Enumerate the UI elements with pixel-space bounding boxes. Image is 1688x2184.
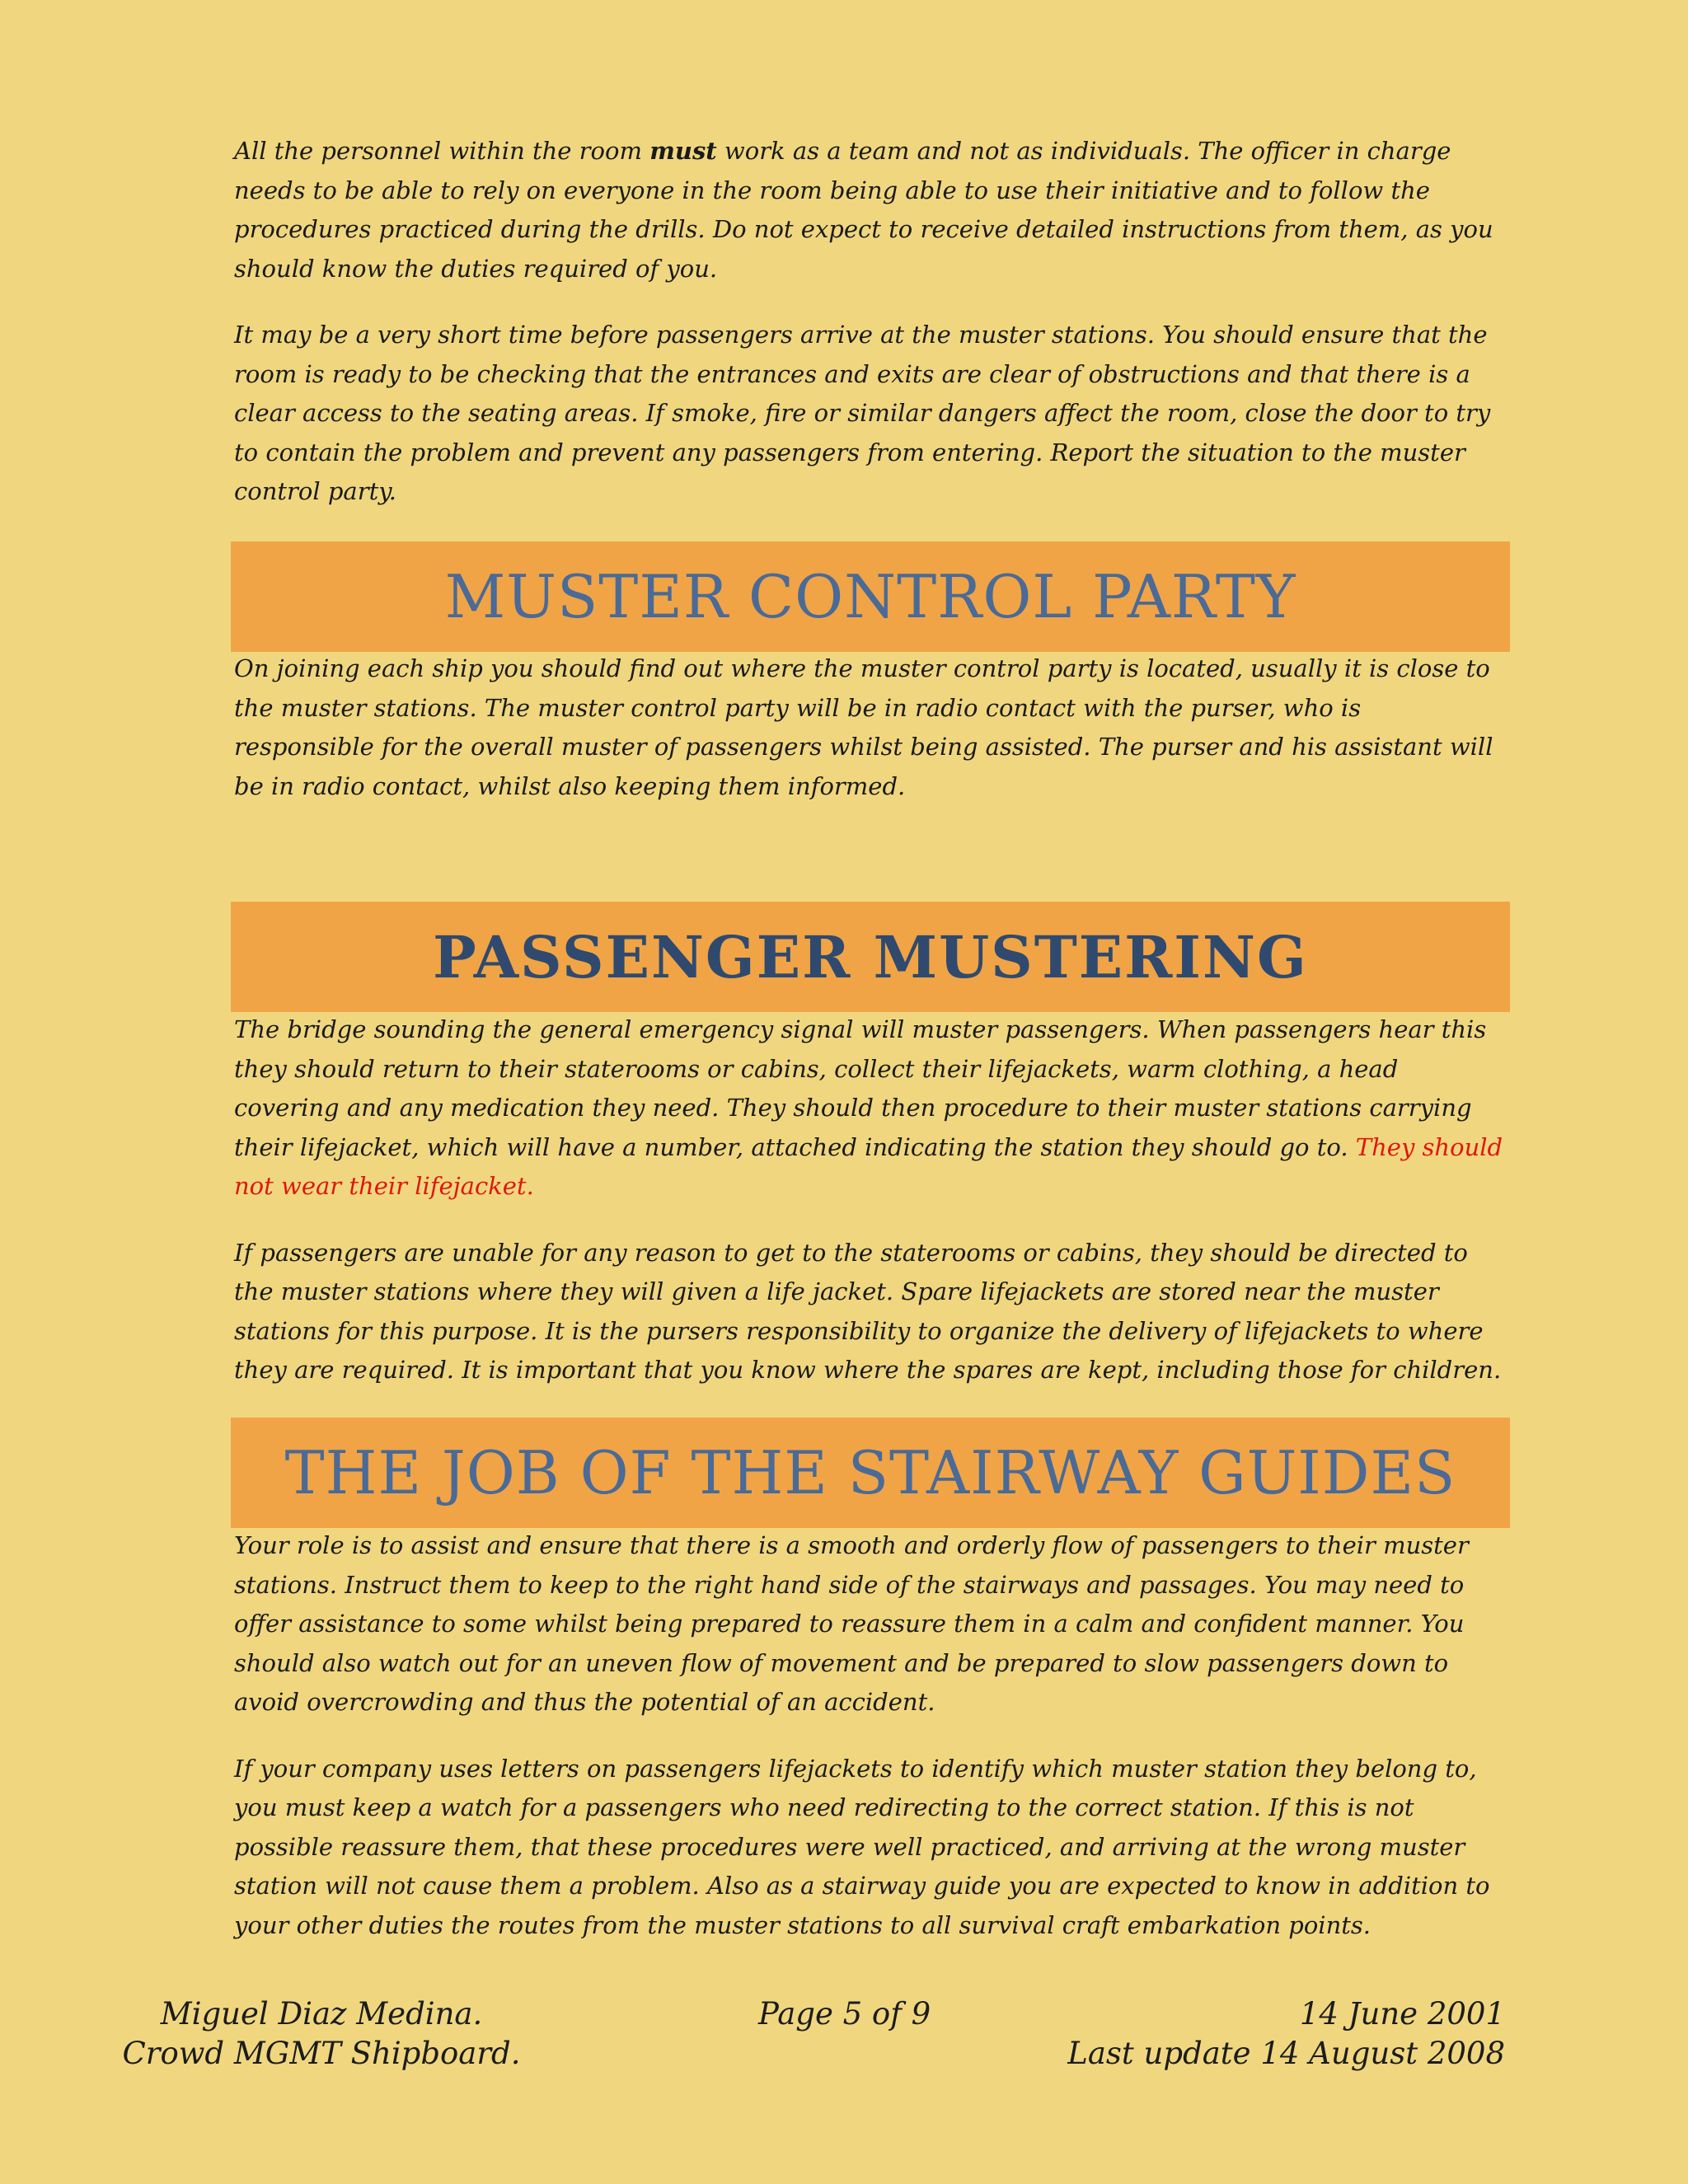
stairway-guides-section [234, 1526, 1507, 1972]
muster-control-heading: MUSTER CONTROL PARTY [444, 562, 1296, 631]
intro-section [234, 132, 1507, 539]
footer-author: Miguel Diaz Medina. [160, 1996, 483, 2032]
footer-subject: Crowd MGMT Shipboard. [122, 2036, 521, 2071]
passenger-mustering-section [234, 1010, 1507, 1418]
passenger-mustering-paragraph-1 [234, 1010, 1507, 1207]
muster-control-banner [231, 541, 1510, 652]
lifejacket-warning: They should not wear their lifejacket. [234, 1132, 1503, 1200]
stairway-guides-heading: THE JOB OF THE STAIRWAY GUIDES [284, 1438, 1456, 1507]
muster-control-paragraph: On joining each ship you should find out where the muster control party is located, usually it is close to the muster stations. The muster control party will be in radio contact with the purser, who is responsible for the overall muster of passengers whilst being assisted. The purser and his assistant will be in radio contact, whilst also keeping them informed. [234, 654, 1493, 800]
muster-control-section [234, 649, 1507, 833]
footer-author-block [107, 1994, 536, 2074]
stairway-guides-paragraph-1: Your role is to assist and ensure that there is a smooth and orderly flow of passengers to their muster stations. Instruct them to keep to the right hand side of the stairways and passages. You may need to offer assistance to some whilst being prepared to reassure them in a calm and confident manner. You should also watch out for an uneven flow of movement and be prepared to slow passengers down to avoid overcrowding and thus the potential of an accident. [234, 1531, 1469, 1716]
passenger-mustering-banner [231, 902, 1510, 1012]
footer-date-block [928, 1994, 1505, 2074]
footer-date: 14 June 2001 [1299, 1996, 1505, 2032]
passenger-mustering-paragraph-2: If passengers are unable for any reason to get to the staterooms or cabins, they should be directed to the muster stations where they will given a life jacket. Spare lifejackets are stored near the muster stations for this purpose. It is the pursers responsibility to organize the delivery of lifejackets to where they are required. It is important that you know where the spares are kept, including those for children. [234, 1238, 1502, 1384]
stairway-guides-banner [231, 1418, 1510, 1528]
footer-last-update: Last update 14 August 2008 [1067, 2036, 1505, 2071]
passenger-mustering-heading: PASSENGER MUSTERING [433, 922, 1308, 991]
footer-page-number: Page 5 of 9 [758, 1996, 931, 2032]
passenger-mustering-p1-text: The bridge sounding the general emergency signal will muster passengers. When passengers hear this they should return to their staterooms or cabins, collect their lifejackets, warm clothing, a head covering and any medication they need. They should then procedure to their muster stations carrying their lifejacket, which will have a number, attached indicating the station they should go to. [234, 1015, 1487, 1161]
intro-paragraph-1 [234, 132, 1507, 288]
intro-p1-text-start: All the personnel within the room [234, 137, 650, 165]
intro-p1-emphasis: must [649, 137, 717, 165]
intro-paragraph-2: It may be a very short time before passengers arrive at the muster stations. You should ensure that the room is ready to be checking that the entrances and exits are clear of obstructions and that there is a clear access to the seating areas. If smoke, fire or similar dangers affect the room, close the door to try to contain the problem and prevent any passengers from entering. Report the situation to the muster control party. [234, 321, 1491, 505]
stairway-guides-paragraph-2: If your company uses letters on passengers lifejackets to identify which muster station they belong to, you must keep a watch for a passengers who need redirecting to the correct station. If this is not possible reassure them, that these procedures were well practiced, and arriving at the wrong muster station will not cause them a problem. Also as a stairway guide you are expected to know in addition to your other duties the routes from the muster stations to all survival craft embarkation points. [234, 1754, 1490, 1939]
intro-p1-text-end: work as a team and not as individuals. The officer in charge needs to be able to rely on everyone in the room being able to use their initiative and to follow the procedures practiced during the drills. Do not expect to receive detailed instructions from them, as you should know the duties required of you. [234, 137, 1493, 283]
